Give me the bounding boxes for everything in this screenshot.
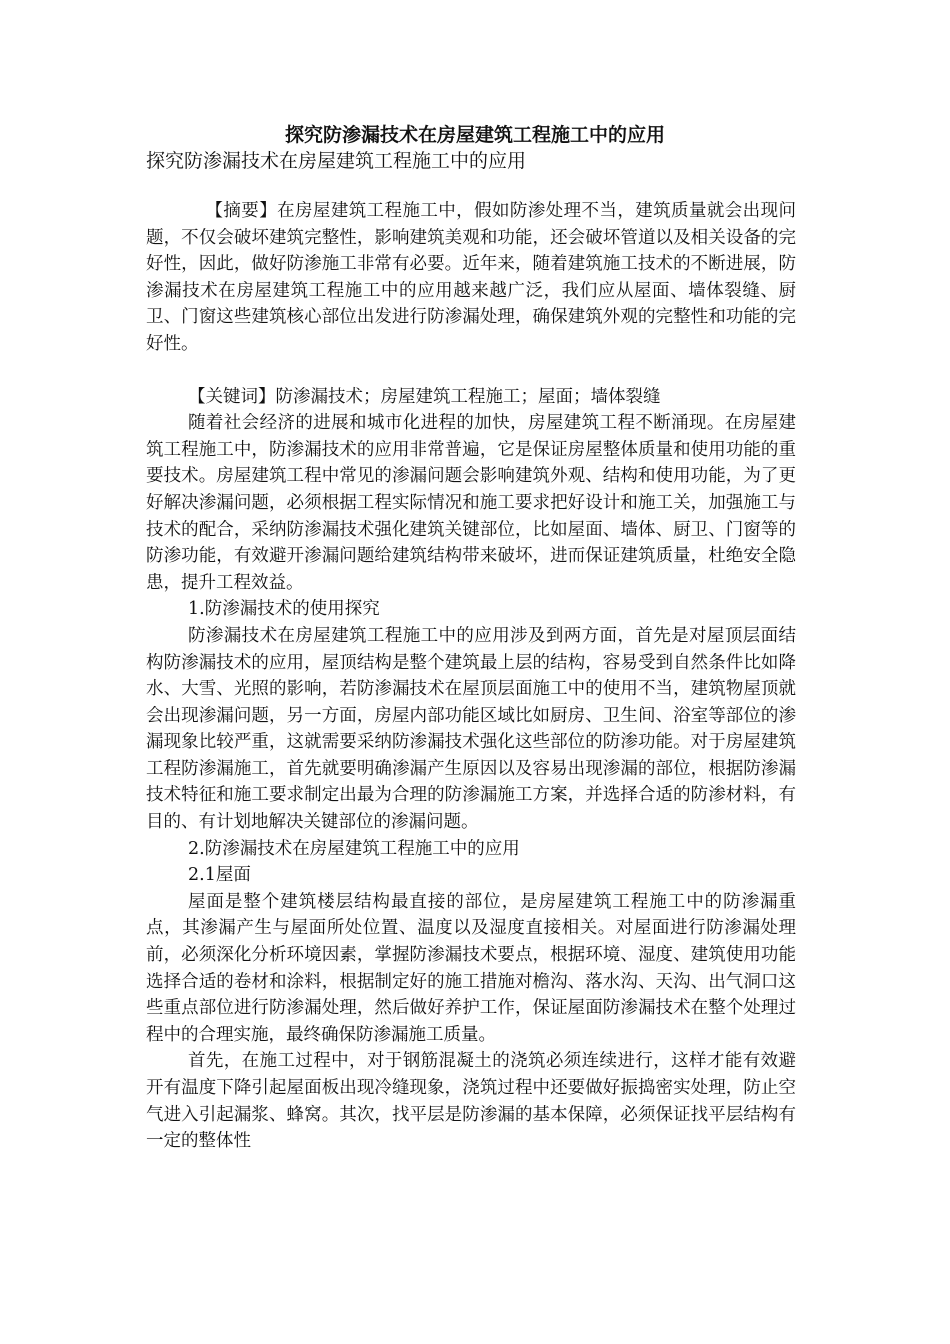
section-2-1-heading: 2.1屋面 [188,865,251,886]
intro-paragraph: 随着社会经济的进展和城市化进程的加快，房屋建筑工程不断涌现。在房屋建筑工程施工中，防渗漏技术的应用非常普遍，它是保证房屋整体质量和使用功能的重要技术。房屋建筑工程中常见的渗漏问题会影响建筑外观、结构和使用功能，为了更好解决渗漏问题，必须根据工程实际情况和施工要求把好设计和施工关，加强施工与技术的配合，采纳防渗漏技术强化建筑关键部位，比如屋面、墙体、厨卫、门窗等的防渗功能，有效避开渗漏问题给建筑结构带来破坏，进而保证建筑质量，杜绝安全隐患，提升工程效益。 [146,413,796,593]
document-title: 探究防渗漏技术在房屋建筑工程施工中的应用 [284,124,665,146]
document-body [146,198,796,1155]
section-2-1-paragraph-1: 屋面是整个建筑楼层结构最直接的部位，是房屋建筑工程施工中的防渗漏重点，其渗漏产生与屋面所处位置、温度以及湿度直接相关。对屋面进行防渗漏处理前，必须深化分析环境因素，掌握防渗漏技术要点，根据环境、湿度、建筑使用功能选择合适的卷材和涂料，根据制定好的施工措施对檐沟、落水沟、天沟、出气洞口这些重点部位进行防渗漏处理，然后做好养护工作，保证屋面防渗漏技术在整个处理过程中的合理实施，最终确保防渗漏施工质量。 [146,891,796,1045]
section-2-1-paragraph-2: 首先，在施工过程中，对于钢筋混凝土的浇筑必须连续进行，这样才能有效避开有温度下降引起屋面板出现冷缝现象，浇筑过程中还要做好振捣密实处理，防止空气进入引起漏浆、蜂窝。其次，找平层是防渗漏的基本保障，必须保证找平层结构有一定的整体性 [146,1051,796,1152]
section-1-heading: 1.防渗漏技术的使用探究 [188,599,380,620]
document-subtitle: 探究防渗漏技术在房屋建筑工程施工中的应用 [146,150,527,172]
abstract-paragraph: 【摘要】在房屋建筑工程施工中，假如防渗处理不当，建筑质量就会出现问题，不仅会破坏建筑完整性，影响建筑美观和功能，还会破坏管道以及相关设备的完好性，因此，做好防渗施工非常有必要。近年来，随着建筑施工技术的不断进展，防渗漏技术在房屋建筑工程施工中的应用越来越广泛，我们应从屋面、墙体裂缝、厨卫、门窗这些建筑核心部位出发进行防渗漏处理，确保建筑外观的完整性和功能的完好性。 [146,201,796,354]
keywords-paragraph: 【关键词】防渗漏技术；房屋建筑工程施工；屋面；墙体裂缝 [188,386,661,407]
section-1-paragraph: 防渗漏技术在房屋建筑工程施工中的应用涉及到两方面，首先是对屋顶层面结构防渗漏技术的应用，屋顶结构是整个建筑最上层的结构，容易受到自然条件比如降水、大雪、光照的影响，若防渗漏技术在屋顶层面施工中的使用不当，建筑物屋顶就会出现渗漏问题，另一方面，房屋内部功能区域比如厨房、卫生间、浴室等部位的渗漏现象比较严重，这就需要采纳防渗漏技术强化这些部位的防渗功能。对于房屋建筑工程防渗漏施工，首先就要明确渗漏产生原因以及容易出现渗漏的部位，根据防渗漏技术特征和施工要求制定出最为合理的防渗漏施工方案，并选择合适的防渗材料，有目的、有计划地解决关键部位的渗漏问题。 [146,625,796,833]
section-2-heading: 2.防渗漏技术在房屋建筑工程施工中的应用 [188,838,520,859]
